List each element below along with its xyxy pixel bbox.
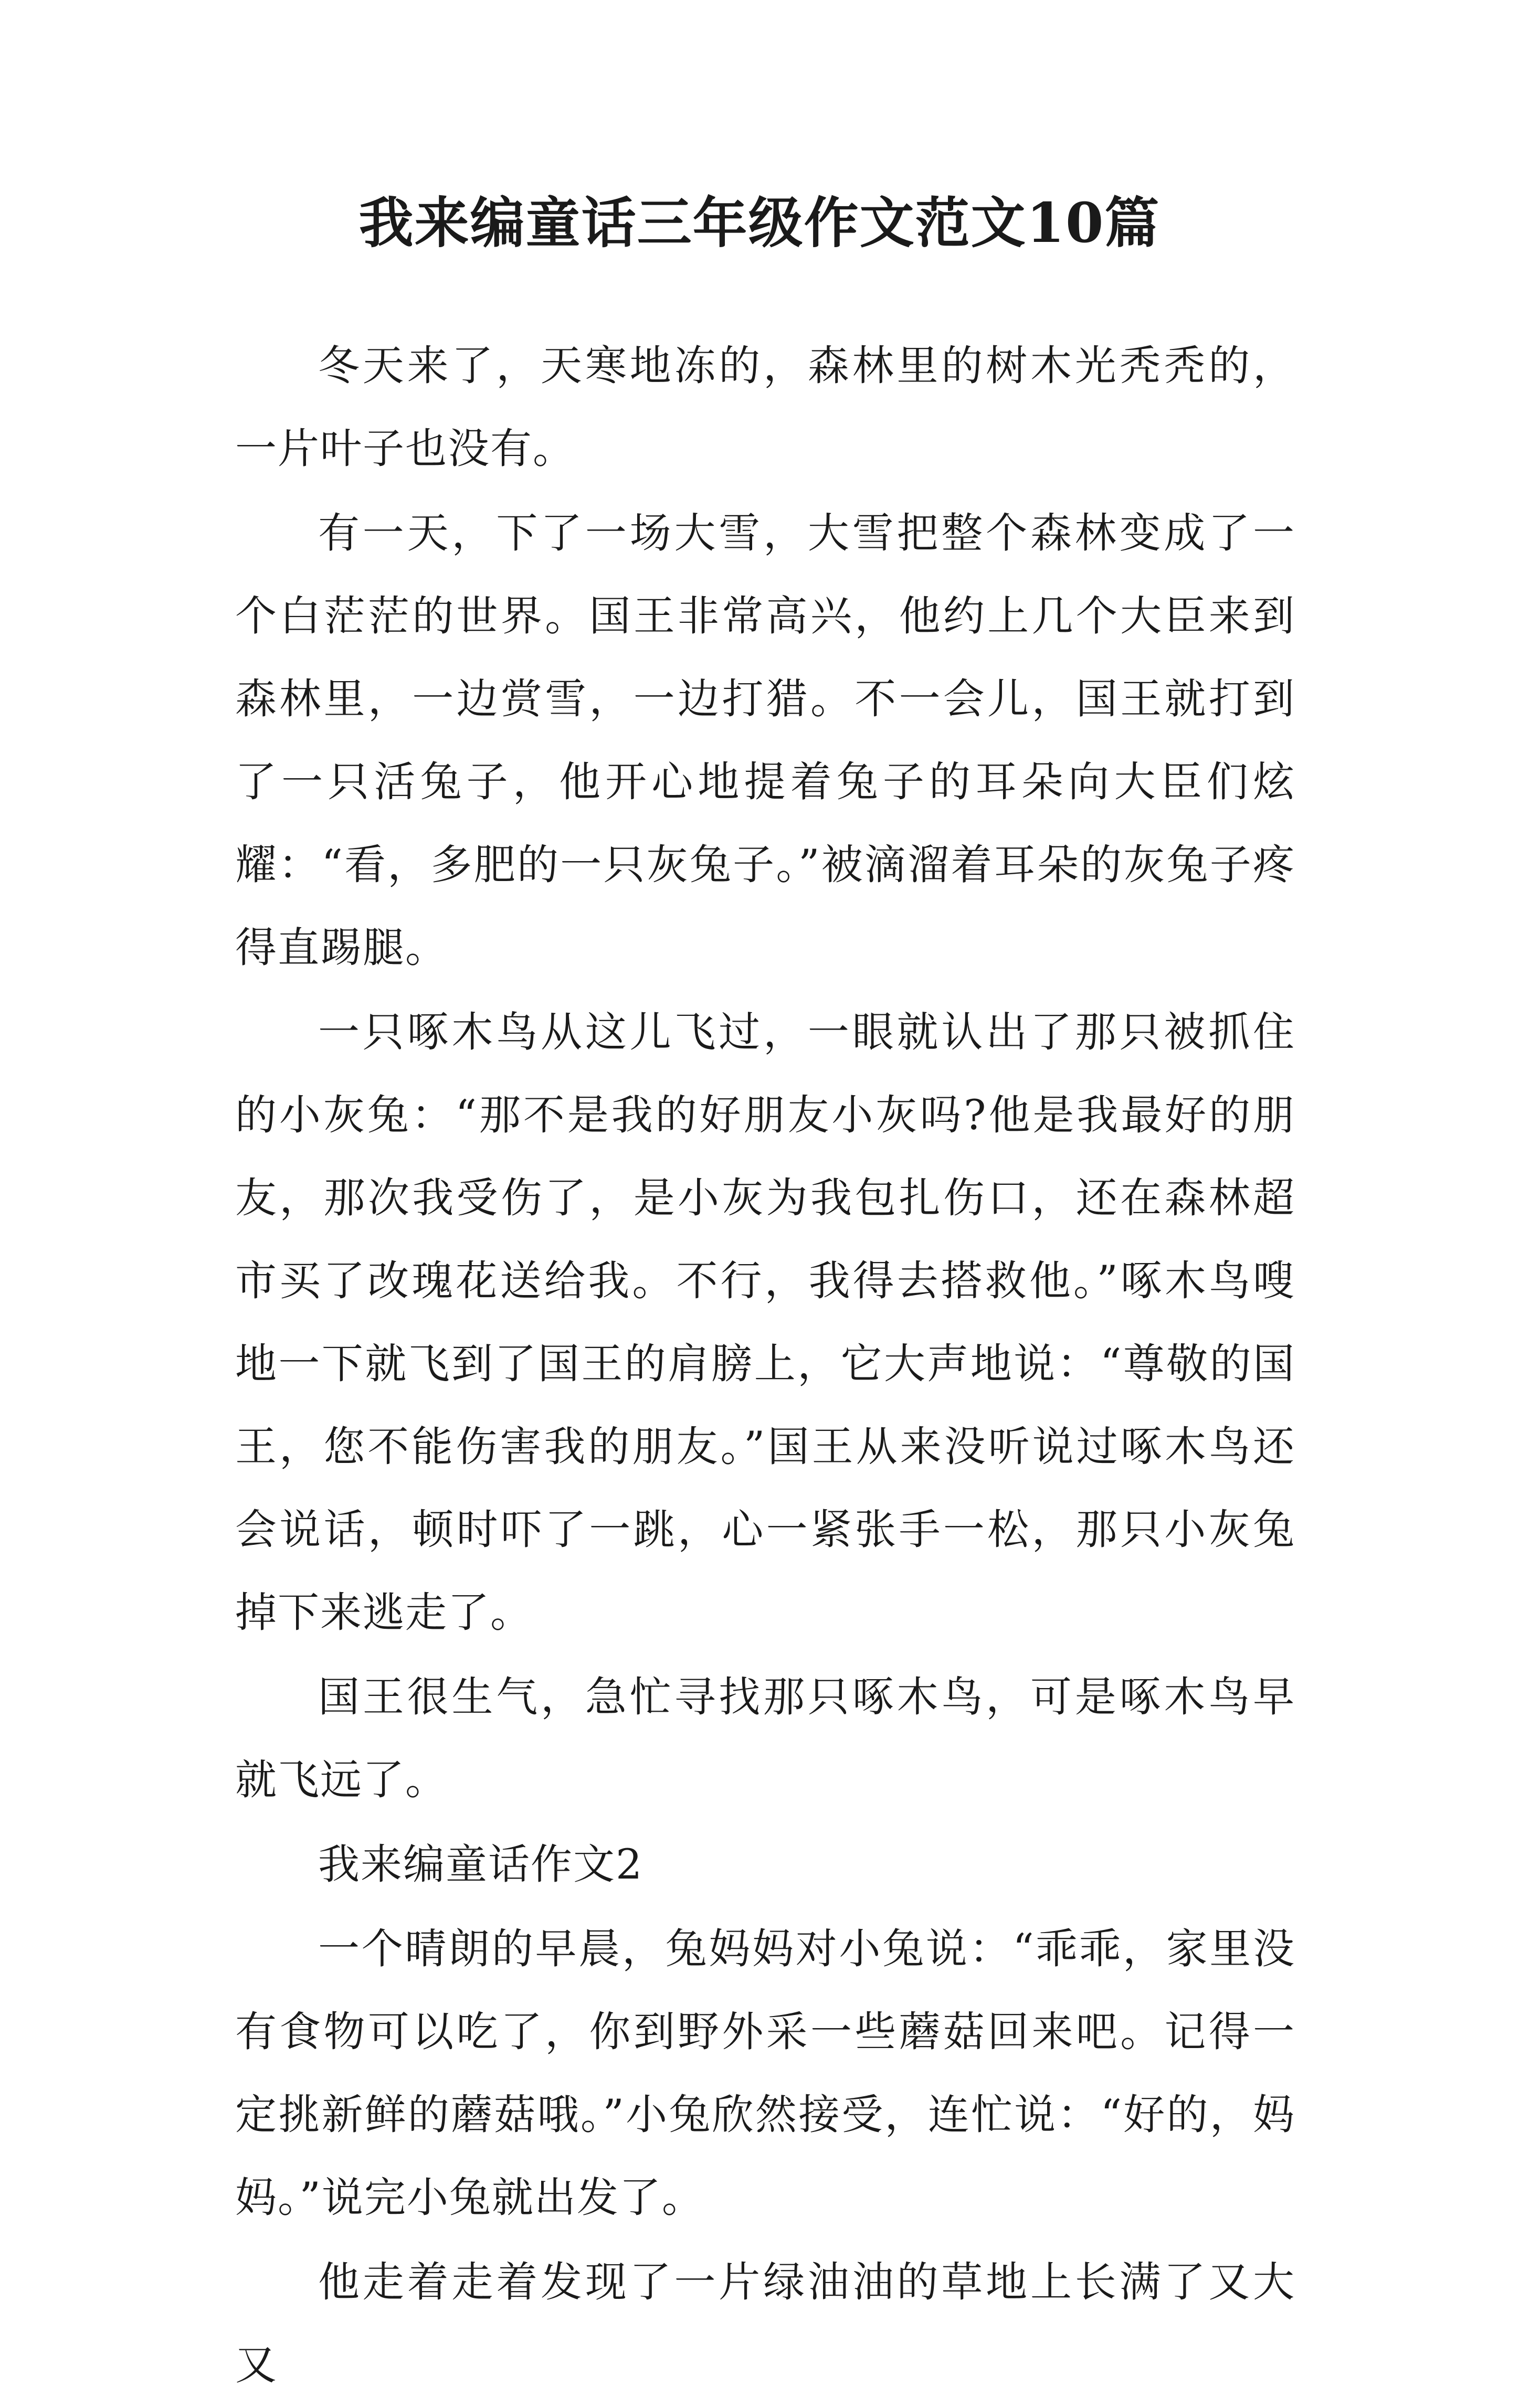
paragraph-2: 有一天，下了一场大雪，大雪把整个森林变成了一个白茫茫的世界。国王非常高兴，他约上几个大臣来到森林里，一边赏雪，一边打猎。不一会儿，国王就打到了一只活兔子，他开心地提着兔子的耳朵向大臣们炫耀：“看，多肥的一只灰兔子。”被滴溜着耳朵的灰兔子疼得直踢腿。 — [235, 509, 1295, 972]
paragraph-6: 他走着走着发现了一片绿油油的草地上长满了又大又 — [235, 2258, 1295, 2389]
paragraph-4: 国王很生气，急忙寻找那只啄木鸟，可是啄木鸟早就飞远了。 — [235, 1673, 1295, 1804]
paragraph-5: 一个晴朗的早晨，兔妈妈对小兔说：“乖乖，家里没有食物可以吃了，你到野外采一些蘑菇回来吧。记得一定挑新鲜的蘑菇哦。”小兔欣然接受，连忙说：“好的，妈妈。”说完小兔就出发了。 — [235, 1925, 1295, 2222]
paragraph-3: 一只啄木鸟从这儿飞过，一眼就认出了那只被抓住的小灰兔：“那不是我的好朋友小灰吗?他是我最好的朋友，那次我受伤了，是小灰为我包扎伤口，还在森林超市买了改瑰花送给我。不行，我得去搭救他。”啄木鸟嗖地一下就飞到了国王的肩膀上，它大声地说：“尊敬的国王，您不能伤害我的朋友。”国王从来没听说过啄木鸟还会说话，顿时吓了一跳，心一紧张手一松，那只小灰兔掉下来逃走了。 — [235, 1008, 1295, 1637]
section-heading: 我来编童话作文2 — [318, 1840, 644, 1889]
article-body — [235, 324, 1295, 2408]
paragraph-1: 冬天来了，天寒地冻的，森林里的树木光秃秃的，一片叶子也没有。 — [235, 342, 1295, 473]
page-title: 我来编童话三年级作文范文10篇 — [358, 190, 1161, 255]
